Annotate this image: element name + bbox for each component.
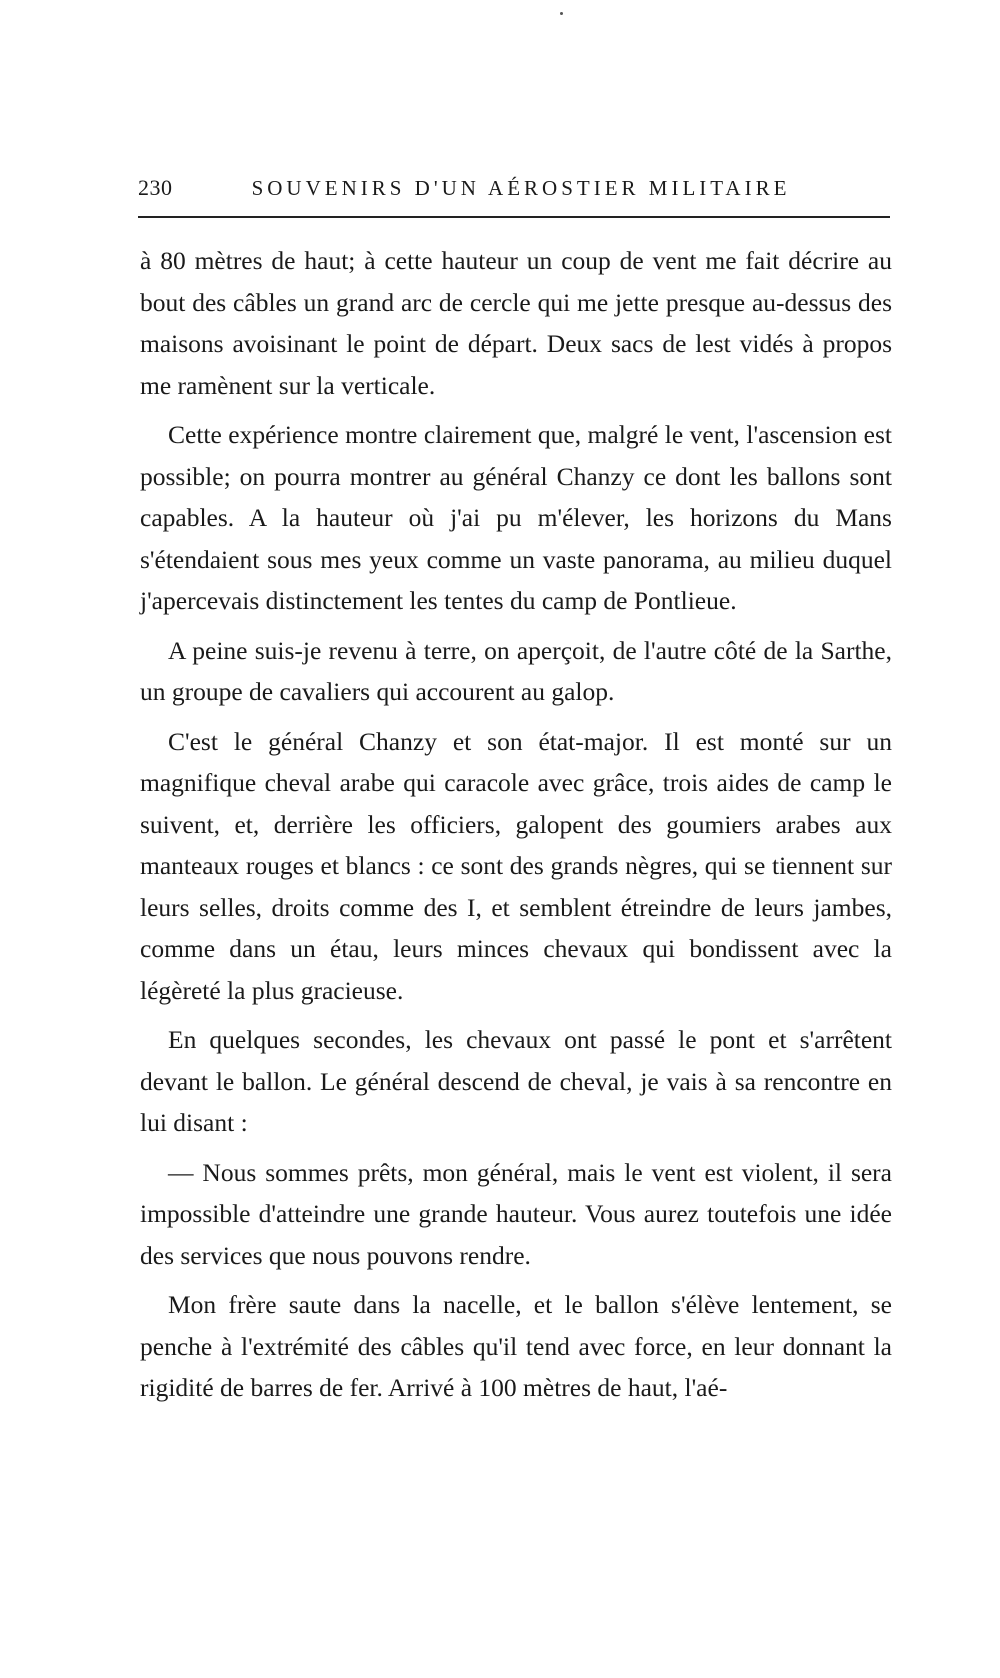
page-number: 230 bbox=[138, 175, 173, 200]
running-title: SOUVENIRS D'UN AÉROSTIER MILITAIRE bbox=[251, 175, 791, 200]
paragraph-7: Mon frère saute dans la nacelle, et le ballon s'élève lentement, se penche à l'extrémité des câbles qu'il tend avec force, en leur donnant la rigidité de barres de fer. Arrivé à 100 mètres de haut, l'aé- bbox=[140, 1290, 892, 1402]
running-header bbox=[138, 168, 890, 208]
paragraph-1: à 80 mètres de haut; à cette hauteur un coup de vent me fait décrire au bout des câbles un grand arc de cercle qui me jette presque au-dessus des maisons avoisinant le point de départ. Deux sacs de lest vidés à propos me ramènent sur la verticale. bbox=[140, 246, 892, 400]
header-rule bbox=[138, 216, 890, 218]
paragraph-5: En quelques secondes, les chevaux ont passé le pont et s'arrêtent devant le ballon. Le général descend de cheval, je vais à sa rencontre en lui disant : bbox=[140, 1025, 892, 1137]
paragraph-4: C'est le général Chanzy et son état-major. Il est monté sur un magnifique cheval arabe qui caracole avec grâce, trois aides de camp le suivent, et, derrière les officiers, galopent des goumiers arabes aux manteaux rouges et blancs : ce sont des grands nègres, qui se tiennent sur leurs selles, droits comme des I, et semblent étreindre de leurs jambes, comme dans un étau, leurs minces chevaux qui bondissent avec la légèreté la plus gracieuse. bbox=[140, 726, 892, 1005]
paragraph-6: — Nous sommes prêts, mon général, mais le vent est violent, il sera impossible d'atteindre une grande hauteur. Vous aurez toutefois une idée des services que nous pouvons rendre. bbox=[140, 1157, 892, 1270]
body-text bbox=[140, 240, 892, 1417]
paragraph-3: A peine suis-je revenu à terre, on aperçoit, de l'autre côté de la Sarthe, un groupe de cavaliers qui accourent au galop. bbox=[140, 635, 892, 706]
paragraph-2: Cette expérience montre clairement que, malgré le vent, l'ascension est possible; on pourra montrer au général Chanzy ce dont les ballons sont capables. A la hauteur où j'ai pu m'élever, les horizons du Mans s'étendaient sous mes yeux comme un vaste panorama, au milieu duquel j'apercevais distinctement les tentes du camp de Pontlieue. bbox=[140, 420, 892, 615]
print-speck bbox=[560, 12, 563, 15]
